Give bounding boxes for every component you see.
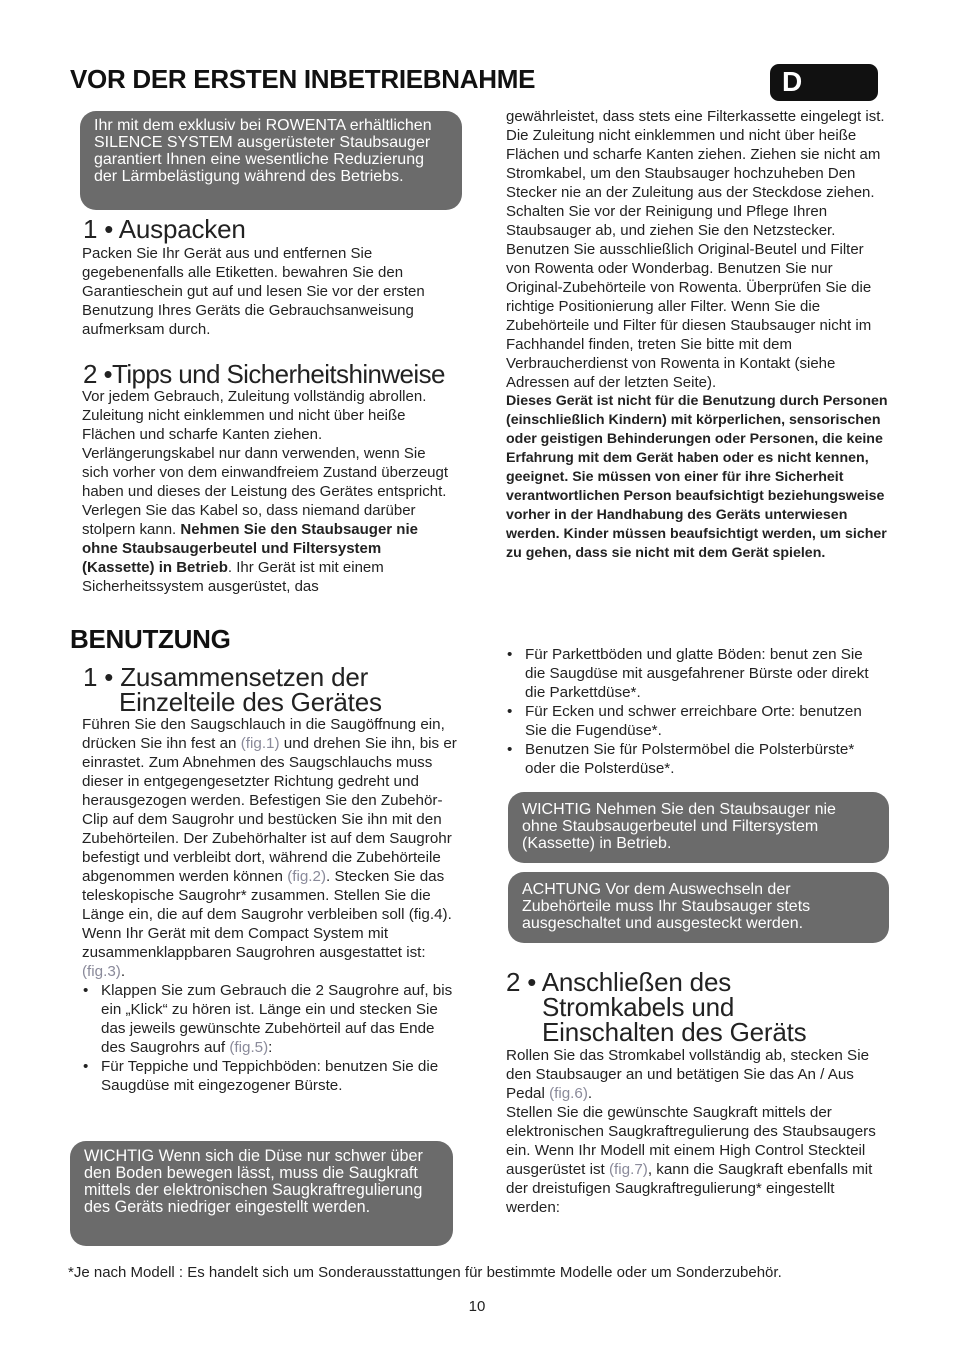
text-part: . [120,963,126,980]
section-title: Auspacken [118,214,246,244]
text-part: Rollen Sie das Stromkabel vollständig ab, stecken Sie den Staubsauger an und betätigen Sie das An / Aus Pedal [506,1047,870,1102]
figure-ref-3: (fig.3) [82,963,121,980]
figure-ref-1: (fig.1) [240,735,280,752]
list-item: • Für Ecken und schwer erreichbare Orte: benutzen Sie die Fugendüse*. [506,702,886,740]
text-part: Führen Sie den Saugschlauch in die Saugöffnung ein, drücken Sie ihn fest an [82,716,445,752]
list-item: • Für Parkettböden und glatte Böden: benut zen Sie die Saugdüse mit ausgefahrener Bürste oder direkt die Parkettdüse*. [506,645,886,702]
text-part: . Stecken Sie das teleskopische Saugrohr* zusammen. Stellen Sie die Länge ein, die auf dem Saugrohr verbleiben soll (fig.4). Wenn Ihr Gerät mit dem Compact System mit zusammenklappbaren Saugrohren ausgestattet ist: [82,868,452,961]
right-bullet-list [506,645,886,778]
list-item: • Benutzen Sie für Polstermöbel die Polsterbürste* oder die Polsterdüse*. [506,740,886,778]
safety-warning-end: . [821,545,826,561]
text-part: Stellen Sie die gewünschte Saugkraft mittels der elektronischen Saugkraftregulierung des Staubsaugers ein. Wenn Ihr Modell mit einem High Control Steckteil ausgerüstet ist [506,1104,876,1178]
anschliessen-text [506,1046,888,1217]
wichtig-duese-box: WICHTIG Wenn sich die Düse nur schwer über den Boden bewegen lässt, muss die Saugkraft mittels der elektronischen Saugkraftregulierung des Geräts niedriger eingestellt werden. [70,1141,453,1246]
page-number: 10 [468,1298,486,1315]
zusammensetzen-text [82,715,462,1095]
wichtig-box: WICHTIG Nehmen Sie den Staubsauger nie ohne Staubsaugerbeutel und Filtersystem (Kassette) in Betrieb. [508,792,889,863]
text-part: : [268,1039,273,1056]
section-title-line1: Anschließen des [541,967,732,997]
page-title: VOR DER ERSTEN INBETRIEBNAHME [70,64,536,94]
section-number: 1 • [83,662,114,692]
list-item [82,981,462,1057]
text-part: , kann die Saugkraft ebenfalls mit der dreistufigen Saugkraftregulierung* eingestellt werden: [506,1161,873,1216]
tipps-text [82,387,454,596]
tipps-continued [506,107,890,563]
section-title-line2: Einzelteile des Gerätes [119,687,382,717]
achtung-box: ACHTUNG Vor dem Auswechseln der Zubehörteile muss Ihr Staubsauger stets ausgeschaltet und ausgesteckt werden. [508,872,889,943]
section-title-benutzung: BENUTZUNG [70,624,231,654]
intro-box: Ihr mit dem exklusiv bei ROWENTA erhältlichen SILENCE SYSTEM ausgerüsteter Staubsauger garantiert Ihnen eine wesentliche Reduzierung der Lärmbelästigung während des Betriebs. [80,111,462,210]
footnote: *Je nach Modell : Es handelt sich um Sonderausstattungen für bestimmte Modelle oder um Sonderzubehör. [68,1264,782,1281]
auspacken-text: Packen Sie Ihr Gerät aus und entfernen Sie gegebenenfalls alle Etiketten. bewahren Sie den Garantieschein gut auf und lesen Sie vor der ersten Benutzung Ihres Geräts die Gebrauchsanweisung aufmerksam durch. [82,245,425,338]
tipps-continued-text: gewährleistet, dass stets eine Filterkassette eingelegt ist. Die Zuleitung nicht einklemmen und nicht über heiße Flächen und scharfe Kanten ziehen. Ziehen sie nicht am Stromkabel, um den Staubsauger hochzuheben Den Stecker nie an der Zuleitung aus der Steckdose ziehen. Schalten Sie vor der Reinigung und Pflege Ihren Staubsauger ab, und ziehen Sie den Netzstecker. Benutzen Sie ausschließlich Original-Beutel und Filter von Rowenta oder Wonderbag. Benutzen Sie nur Original-Zubehörteile von Rowenta. Überprüfen Sie die richtige Positionierung aller Filter. Wenn Sie die Zubehörteile und Filter für diesen Staubsauger nicht im Fachhandel finden, treten Sie bitte mit dem Verbraucherdienst von Rowenta in Kontakt (siehe Adressen auf der letzten Seite). [506,108,885,391]
figure-ref-6: (fig.6) [549,1085,588,1102]
section-title-line3: Einschalten des Geräts [542,1017,807,1047]
tipps-text-bold: Nehmen Sie den Staubsauger nie ohne Staubsaugerbeutel und Filtersystem (Kassette) in Betrieb [82,521,418,576]
language-tab: D [770,64,878,101]
section-heading-auspacken [83,214,246,244]
text-part: und drehen Sie ihn, bis er einrastet. Zum Abnehmen des Saugschlauchs muss dieser in entgegengesetzter Richtung gedreht und herausgezogen werden. Befestigen Sie den Zubehör-Clip auf dem Saugrohr und bestücken Sie ihn mit den Zubehörteilen. Der Zubehörhalter ist auf dem Saugrohr befestigt und verbleibt dort, während die Zubehörteile abgenommen werden können [82,735,457,885]
section-number: 1 • [83,214,114,244]
tipps-text-a: Vor jedem Gebrauch, Zuleitung vollständig abrollen. Zuleitung nicht einklemmen und nicht über heiße Flächen und scharfe Kanten ziehen. Verlängerungskabel nur dann verwenden, wenn Sie sich vorher von dem einwandfreiem Zustand überzeugt haben und dieses der Leistung des Gerätes entspricht. Verlegen Sie das Kabel so, dass niemand darüber stolpern kann. [82,388,449,538]
section-title: Tipps und Sicherheitshinweise [112,359,445,389]
safety-warning: Dieses Gerät ist nicht für die Benutzung durch Personen (einschließlich Kindern) mit körperlichen, sensorischen oder geistigen Behinderungen oder Personen, die keine Erfahrung mit dem Gerät haben oder es nicht kennen, geeignet. Sie müssen von einer für ihre Sicherheit verantwortlichen Person beaufsichtigt beziehungsweise vorher in der Handhabung des Geräts unterwiesen werden. Kinder müssen beaufsichtigt werden, um sicher zu gehen, dass sie nicht mit dem Gerät spielen [506,393,888,561]
section-heading-anschliessen [506,967,807,1047]
text-part: Klappen Sie zum Gebrauch die 2 Saugrohre auf, bis ein „Klick“ zu hören ist. Länge ein und stecken Sie das jeweils gewünschte Zubehörteil auf das Ende des Saugrohrs auf [101,982,453,1056]
tipps-text-b: . Ihr Gerät ist mit einem Sicherheitssystem ausgerüstet, das [82,559,384,595]
section-heading-zusammensetzen [83,662,382,717]
section-heading-tipps [83,359,445,389]
figure-ref-2: (fig.2) [287,868,327,885]
list-item: • Für Teppiche und Teppichböden: benutzen Sie die Saugdüse mit eingezogener Bürste. [82,1057,462,1095]
section-title-line2: Stromkabels und [542,992,735,1022]
section-number: 2 • [506,967,537,997]
section-number: 2 • [83,359,112,389]
text-part: . [587,1085,593,1102]
figure-ref-5: (fig.5) [229,1039,269,1056]
section-title-line1: Zusammensetzen der [120,662,369,692]
figure-ref-7: (fig.7) [609,1161,648,1178]
